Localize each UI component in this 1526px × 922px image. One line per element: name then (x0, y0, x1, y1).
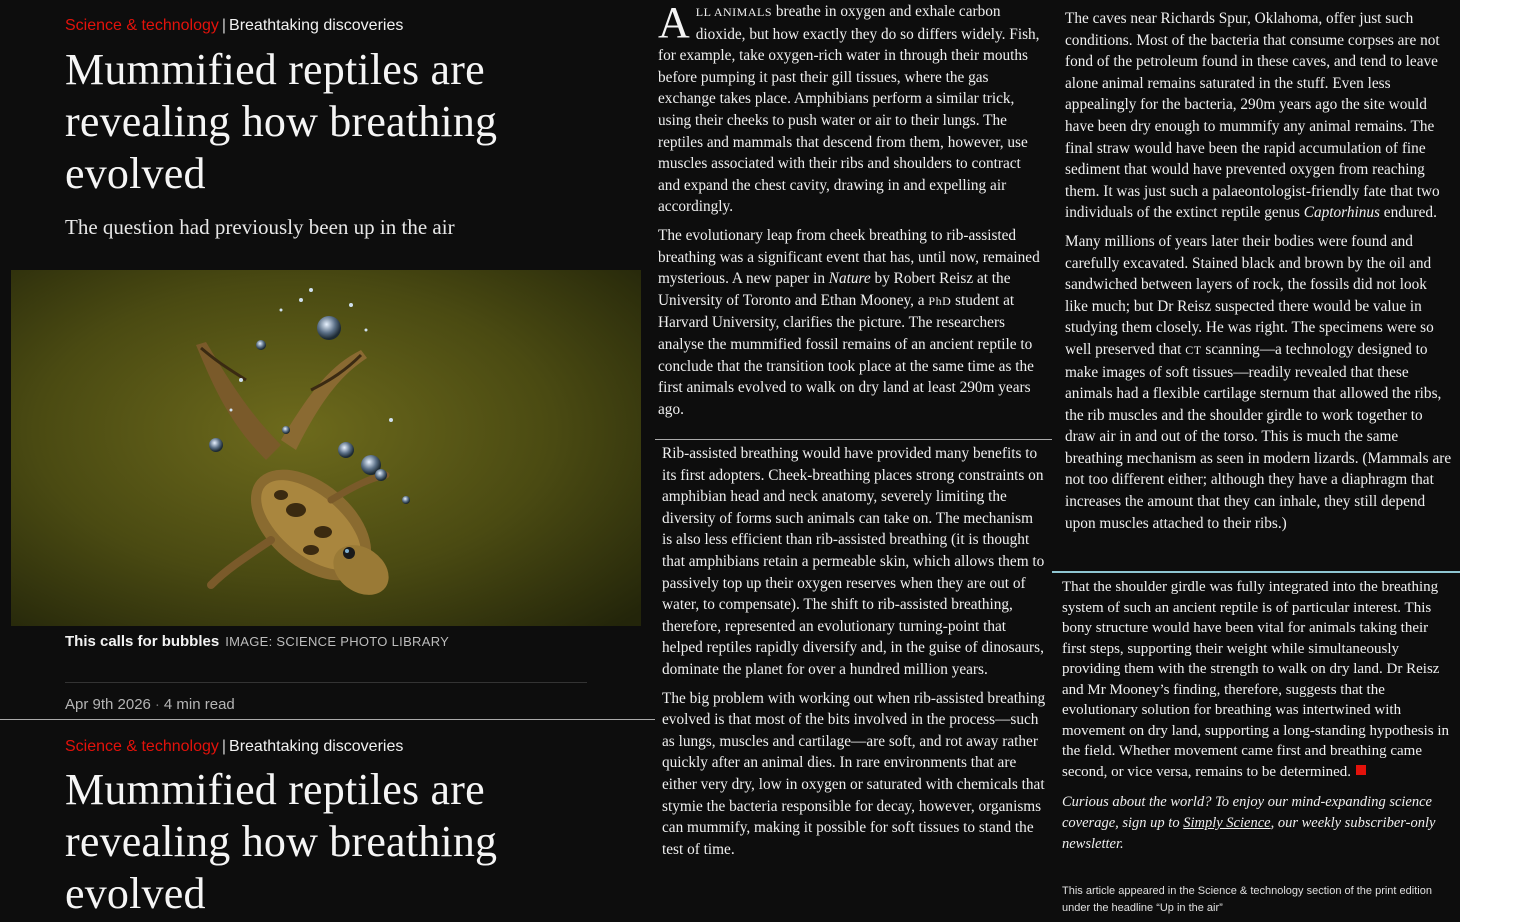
paragraph-2 (658, 225, 1043, 420)
promo-text-a: Curious about the world? To enjoy our mind-expanding science coverage, sign up to (1062, 794, 1432, 831)
newsletter-link[interactable]: Simply Science (1183, 815, 1271, 831)
standfirst: The question had previously been up in the air (65, 215, 455, 239)
genus-name: Captorhinus (1303, 204, 1380, 222)
drop-cap: A (658, 0, 690, 47)
promo-text-b: , our weekly subscriber-only newsletter. (1062, 815, 1436, 852)
paragraph-3: Rib-assisted breathing would have provided many benefits to its first adopters. Cheek-breathing places strong constraints on amphibian head and neck anatomy, severely limiting the diversity of forms such animals can take on. The mechanism is also less efficient than rib-assisted breathing (it is thought that amphibians retain a permeable skin, which allows them to passively top up their oxygen reserves when they are out of water, to compensate). The shift to rib-assisted breathing, therefore, represented an evolutionary turning-point that helped reptiles rapidly diversify and, in the guise of dinosaurs, dominate the planet for over a hundred million years. (662, 445, 1045, 678)
p5-part-a: The caves near Richards Spur, Oklahoma, offer just such conditions. Most of the bacteria that consume corpses are not fond of the petroleum found in these caves, and tend to leave alone animal remains saturated in the stuff. Even less appealingly for the bacteria, 290m years ago the site would have been dry enough to mummify any animal remains. The final straw would have been the rapid accumulation of fine sediment that would have prevented oxygen from reaching them. It was just such a palaeontologist-friendly fate that two individuals of the extinct reptile genus (1065, 10, 1440, 222)
rubric-repeat (65, 738, 403, 756)
rubric-separator: | (221, 17, 227, 34)
screenshot-seam (1052, 571, 1460, 573)
p2-part-a: The evolutionary leap from cheek breathing to rib-assisted breathing was a significant event that has, until now, remained mysterious. A new paper in (658, 226, 1040, 288)
subsection-label-repeat: Breathtaking discoveries (229, 738, 404, 755)
publish-date: Apr 9th 2026 (65, 696, 151, 713)
paragraph-1-text: breathe in oxygen and exhale carbon dioxide, but how exactly they do so differs widely. Fish, for example, take oxygen-rich water in through their mouths before pumping it past their gill tissues, where the gas exchange takes place. Amphibians perform a similar trick, using their cheeks to push water or air to their lungs. The reptiles and mammals that descend from them, however, use muscles associated with their ribs and shoulders to contract and expand the chest cavity, drawing in and expelling air accordingly. (658, 3, 1040, 216)
right-column (1052, 0, 1460, 922)
article-photo (11, 270, 641, 626)
paragraph-7 (1062, 577, 1452, 782)
screenshot-seam (0, 719, 655, 720)
article-body-top (658, 1, 1043, 427)
end-mark-icon (1356, 765, 1366, 775)
journal-name: Nature (828, 270, 871, 288)
paragraph-7-text: That the shoulder girdle was fully integrated into the breathing system of such an ancient reptile is of particular interest. This bony structure would have been vital for animals taking their first steps, supporting their weight while simultaneously providing them with the strength to walk on dry land. Dr Reisz and Mr Mooney’s finding, therefore, suggests that the evolutionary solution for breathing was intertwined with movement on dry land, supporting a long-standing hypothesis in the field. Whether movement came first and breathing came second, or vice versa, remains to be determined. (1062, 579, 1450, 780)
newsletter-promo (1062, 792, 1452, 855)
frog-underwater-image (11, 270, 641, 626)
phd-abbr: PhD (928, 293, 952, 308)
p2-part-b: by Robert Reisz at the University of Toronto and Ethan Mooney, a (658, 270, 1011, 309)
paragraph-5 (1065, 8, 1453, 224)
p2-part-c: student at Harvard University, clarifies the picture. The researchers analyse the mummified fossil remains of an ancient reptile to conclude that the transition took place at the same time as the first animals evolved to walk on dry land at least 290m years ago. (658, 291, 1034, 418)
article-body-right-top (1065, 8, 1453, 541)
headline: Mummified reptiles are revealing how breathing evolved (65, 45, 498, 198)
photo-caption (65, 633, 449, 651)
screenshot-seam (655, 439, 1052, 440)
photo-credit: IMAGE: SCIENCE PHOTO LIBRARY (225, 634, 450, 649)
meta-separator: · (154, 696, 160, 713)
p5-part-b: endured. (1379, 204, 1437, 222)
paragraph-1 (658, 1, 1043, 218)
paragraph-4: The big problem with working out when rib-assisted breathing evolved is that most of the bits involved in the process—such as lungs, muscles and cartilage—are soft, and rot away rather quickly after an animal dies. In rare environments that are either very dry, low in oxygen or saturated with chemicals that stymie the bacteria responsible for decay, however, organisms can mummify, making it possible for soft tissues to stand the test of time. (662, 689, 1046, 858)
ct-abbr: CT (1185, 342, 1202, 357)
read-time: 4 min read (163, 696, 235, 713)
dateline (65, 696, 235, 713)
article-body-bottom (662, 443, 1047, 867)
caption-text: This calls for bubbles (65, 633, 220, 650)
section-link-repeat[interactable]: Science & technology (65, 738, 219, 755)
paragraph-6 (1065, 231, 1453, 534)
section-link[interactable]: Science & technology (65, 17, 219, 34)
p6-part-b: scanning—a technology designed to make images of soft tissues—readily revealed that these animals had a flexible cartilage sternum that allowed the ribs, the rib muscles and the shoulder girdle to work together to draw air in and out of the torso. This is much the same breathing mechanism as seen in modern lizards. (Mammals are not too different either; although they have a diaphragm that increases the amount that they can inhale, they still depend upon muscles attached to their ribs.) (1065, 340, 1452, 532)
middle-column (655, 0, 1052, 922)
p6-part-a: Many millions of years later their bodies were found and carefully excavated. Stained black and brown by the oil and sandwiched between layers of rock, the fossils did not look like much; but Dr Reisz suspected there would be value in studying them closely. He was right. The specimens were so well preserved that (1065, 232, 1434, 358)
article-body-right-bottom (1062, 577, 1452, 862)
lead-caps: LL ANIMALS (695, 5, 773, 19)
print-edition-note: This article appeared in the Science & technology section of the print edition under the headline “Up in the air” (1062, 885, 1432, 914)
left-panel (0, 0, 655, 922)
divider (65, 682, 587, 683)
rubric-separator-repeat: | (221, 738, 227, 755)
rubric (65, 17, 403, 35)
headline-repeat: Mummified reptiles are revealing how breathing evolved (65, 765, 498, 918)
subsection-label: Breathtaking discoveries (229, 17, 404, 34)
